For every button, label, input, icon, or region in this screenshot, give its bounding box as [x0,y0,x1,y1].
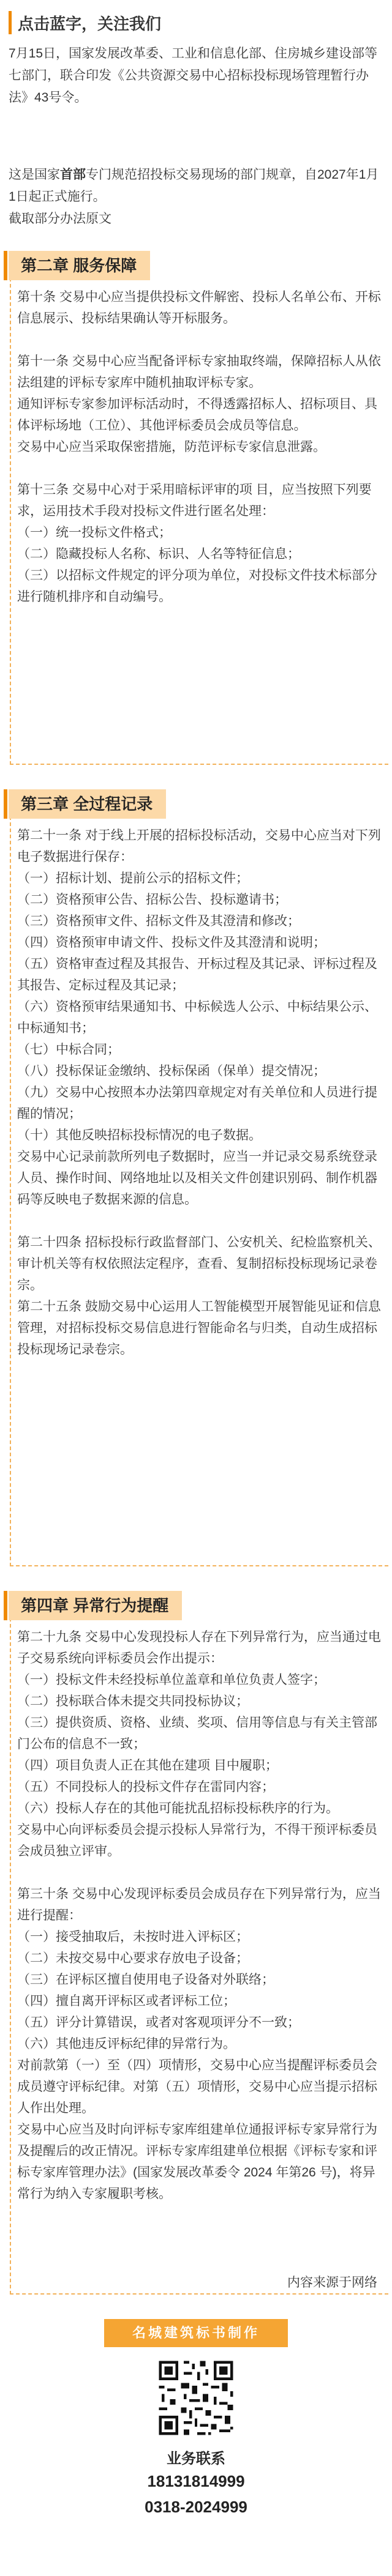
para: 第十一条 交易中心应当配备评标专家抽取终端，保障招标人从依法组建的评标专家库中随机抽取评标专家。 [17,354,381,390]
para: 第十三条 交易中心对于采用暗标评审的项 目，应当按照下列要求，运用技术手段对投标文件进行匿名处理： [17,483,372,518]
para: （三）提供资质、资格、业绩、奖项、信用等信息与有关主管部门公布的信息不一致； [17,1716,377,1751]
intro-paragraph: 7月15日，国家发展改革委、工业和信息化部、住房城乡建设部等七部门，联合印发《公共资源交易中心招标投标现场管理暂行办法》43号令。 [9,47,378,105]
para: （四）资格预审申请文件、投标文件及其澄清和说明； [17,936,326,950]
para: （六）资格预审结果通知书、中标候选人公示、中标结果公示、中标通知书； [17,1000,377,1035]
para-gap [17,458,382,479]
section-body [17,286,382,608]
intro-regulation-note [9,164,383,208]
para-gap [17,1210,382,1232]
follow-callout[interactable] [9,11,161,34]
contact-card [104,2319,288,2564]
section-body [17,825,382,1360]
para: （三）以招标文件规定的评分项为单位，对投标文件技术标部分进行随机排序和自动编号。 [17,568,377,604]
section-abnormal [4,1591,388,2295]
para: （一）统一投标文件格式； [17,526,172,540]
para: 交易中心记录前款所列电子数据时，应当一并记录交易系统登录人员、操作时间、网络地址以及相关文件创建识别码、制作机器码等反映电子数据来源的信息。 [17,1150,377,1207]
para: 对前款第（一）至（四）项情形，交易中心应当提醒评标委员会成员遵守评标纪律。对第（五）项情形，交易中心应当提示招标人作出处理。 [17,2058,377,2115]
section-accent [4,251,7,280]
para: （一）接受抽取后，未按时进入评标区； [17,1930,249,1944]
source-note: 内容来源于网络 [287,2276,377,2290]
para: 第二十五条 鼓励交易中心运用人工智能模型开展智能见证和信息管理，对招标投标交易信息进行智能命名与归类，自动生成招标投标现场记录卷宗。 [17,1300,381,1357]
para: （七）中标合同； [17,1043,120,1057]
section-header [4,789,166,819]
phone-mobile[interactable]: 18131814999 [147,2472,245,2490]
para: 通知评标专家参加评标活动时，不得透露招标人、招标项目、具体评标场地（工位）、其他评标委员会成员等信息。 [17,397,377,433]
para: （三）在评标区擅自使用电子设备对外联络； [17,1973,274,1987]
para: （一）投标文件未经投标单位盖章和单位负责人签字； [17,1673,326,1687]
callout-title: 点击蓝字，关注我们 [18,14,162,33]
para: （六）其他违反评标纪律的异常行为。 [17,2037,236,2051]
section-header [4,251,150,280]
brand-banner: 名城建筑标书制作 [104,2319,288,2347]
para: （八）投标保证金缴纳、投标保函（保单）提交情况； [17,1064,326,1078]
intro-text-bold: 首部 [60,168,86,182]
phone-landline[interactable]: 0318-2024999 [145,2498,247,2516]
section-accent [4,789,7,819]
excerpt-note: 截取部分办法原文 [9,212,111,226]
section-title: 第二章 服务保障 [9,251,150,280]
para: （四）项目负责人正在其他在建项 目中履职； [17,1759,278,1773]
section-body [17,1626,382,2205]
callout-accent-bar [9,11,12,34]
qr-code-icon[interactable] [156,2358,236,2438]
para: （九）交易中心按照本办法第四章规定对有关单位和人员进行提醒的情况； [17,1085,377,1121]
para: 交易中心向评标委员会提示投标人异常行为，不得干预评标委员会成员独立评审。 [17,1823,377,1858]
business-contact-label: 业务联系 [167,2451,225,2467]
para: 交易中心应当及时向评标专家库组建单位通报评标专家异常行为及提醒后的改正情况。评标专家库组建单位根据《评标专家和评标专家库管理办法》(国家发展改革委令 2024 年第26 号)，将异常行为纳入专家履职考核。 [17,2123,377,2201]
para: （二）资格预审公告、招标公告、投标邀请书； [17,893,287,907]
section-record [4,789,388,1566]
para: （二）投标联合体未提交共同投标协议； [17,1694,249,1708]
para: （一）招标计划、提前公示的招标文件； [17,871,249,885]
para: （六）投标人存在的其他可能扰乱招标投标秩序的行为。 [17,1801,339,1815]
para: （五）评分计算错误，或者对客观项评分不一致； [17,2016,300,2030]
intro-text-post: 专门规范招投标交易现场的部门规章，自2027年1月1日起正式施行。 [9,168,379,204]
para: （五）资格审查过程及其报告、开标过程及其记录、评标过程及其报告、定标过程及其记录； [17,957,377,992]
para: （四）擅自离开评标区或者评标工位； [17,1994,236,2008]
para: （二）未按交易中心要求存放电子设备； [17,1951,249,1965]
section-service [4,251,388,765]
section-title: 第四章 异常行为提醒 [9,1591,182,1620]
para: （二）隐藏投标人名称、标识、人名等特征信息； [17,547,300,561]
para: 第十条 交易中心应当提供投标文件解密、投标人名单公布、开标信息展示、投标结果确认等开标服务。 [17,290,381,326]
section-title: 第三章 全过程记录 [9,789,166,819]
para: 第三十条 交易中心发现评标委员会成员存在下列异常行为，应当进行提醒： [17,1887,381,1923]
para: 交易中心应当采取保密措施，防范评标专家信息泄露。 [17,440,326,454]
para: （十）其他反映招标投标情况的电子数据。 [17,1128,262,1142]
section-header [4,1591,182,1620]
para-gap [17,1862,382,1883]
para: 第二十九条 交易中心发现投标人存在下列异常行为，应当通过电子交易系统向评标委员会作出提示： [17,1630,381,1666]
para-gap [17,329,382,351]
para: 第二十四条 招标投标行政监督部门、公安机关、纪检监察机关、审计机关等有权依照法定程序，查看、复制招标投标现场记录卷宗。 [17,1235,381,1292]
intro-text-pre: 这是国家 [9,168,60,182]
para: 第二十一条 对于线上开展的招标投标活动，交易中心应当对下列电子数据进行保存： [17,828,381,864]
para: （五）不同投标人的投标文件存在雷同内容； [17,1780,274,1794]
para: （三）资格预审文件、招标文件及其澄清和修改； [17,914,300,928]
section-accent [4,1591,7,1620]
